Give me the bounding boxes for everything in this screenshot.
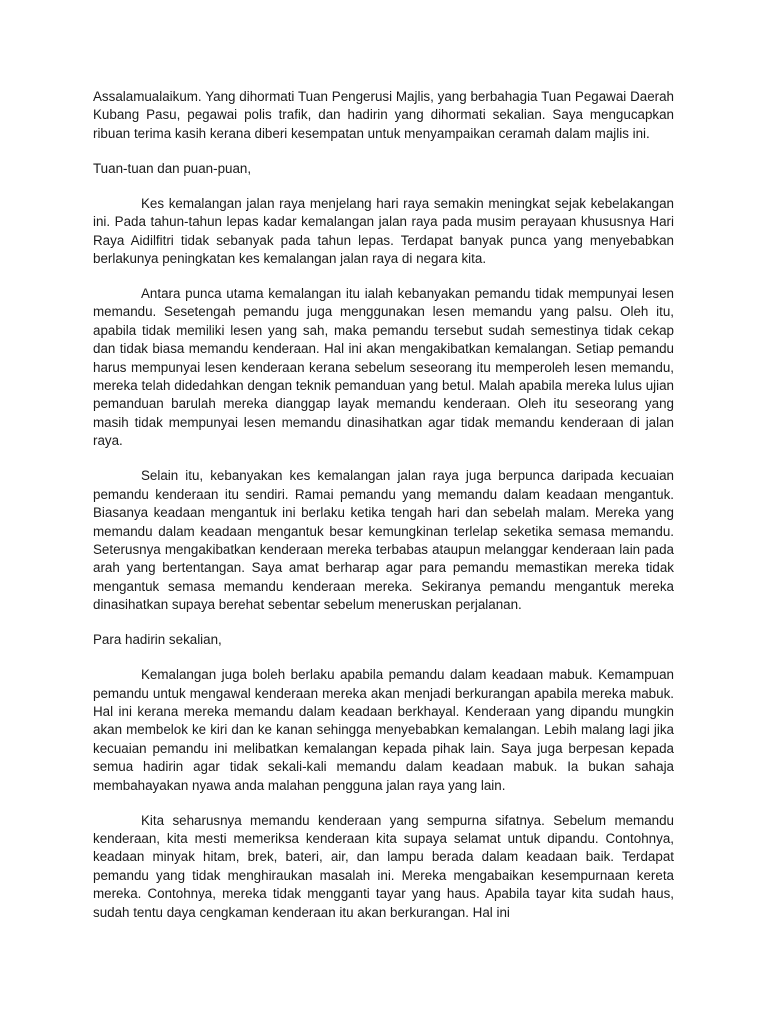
- paragraph-address-audience: Para hadirin sekalian,: [93, 632, 222, 648]
- paragraph-licence: Antara punca utama kemalangan itu ialah kebanyakan pemandu tidak mempunyai lesen memandu. Sesetengah pemandu juga menggunakan lesen memandu yang palsu. Oleh itu, apabila tidak memiliki lesen yang sah, maka pemandu tersebut sudah semestinya tidak cekap dan tidak biasa memandu kenderaan. Hal ini akan mengakibatkan kemalangan. Setiap pemandu harus mempunyai lesen kenderaan kerana sebelum seseorang itu memperoleh lesen memandu, mereka telah didedahkan dengan teknik pemanduan yang betul. Malah apabila mereka lulus ujian pemanduan barulah mereka dianggap layak memandu kenderaan. Oleh itu seseorang yang masih tidak mempunyai lesen memandu dinasihatkan agar tidak memandu kenderaan di jalan raya.: [93, 286, 674, 449]
- paragraph-drowsy-driving: Selain itu, kebanyakan kes kemalangan jalan raya juga berpunca daripada kecuaian pemandu kenderaan itu sendiri. Ramai pemandu yang memandu dalam keadaan mengantuk. Biasanya keadaan mengantuk ini berlaku ketika tengah hari dan sebelah malam. Mereka yang memandu dalam keadaan mengantuk besar kemungkinan terlelap seketika semasa memandu. Seterusnya mengakibatkan kenderaan mereka terbabas ataupun melanggar kenderaan lain pada arah yang bertentangan. Saya amat berharap agar para pemandu memastikan mereka tidak mengantuk semasa memandu kenderaan mereka. Sekiranya pemandu mengantuk mereka dinasihatkan supaya berehat sebentar sebelum meneruskan perjalanan.: [93, 468, 674, 613]
- speech-text: [93, 88, 674, 939]
- paragraph-vehicle-condition: Kita seharusnya memandu kenderaan yang sempurna sifatnya. Sebelum memandu kenderaan, kita mesti memeriksa kenderaan kita supaya selamat untuk dipandu. Contohnya, keadaan minyak hitam, brek, bateri, air, dan lampu berada dalam keadaan baik. Terdapat pemandu yang tidak menghiraukan masalah ini. Mereka mengabaikan kesempurnaan kereta mereka. Contohnya, mereka tidak mengganti tayar yang haus. Apabila tayar kita sudah haus, sudah tentu daya cengkaman kenderaan itu akan berkurangan. Hal ini: [93, 812, 674, 920]
- paragraph-drunk-driving: Kemalangan juga boleh berlaku apabila pemandu dalam keadaan mabuk. Kemampuan pemandu untuk mengawal kenderaan mereka akan menjadi berkurangan apabila mereka mabuk. Hal ini kerana mereka memandu dalam keadaan berkhayal. Kenderaan yang dipandu mungkin akan membelok ke kiri dan ke kanan sehingga menyebabkan kemalangan. Lebih malang lagi jika kecuaian pemandu ini melibatkan kemalangan kepada pihak lain. Saya juga berpesan kepada semua hadirin agar tidak sekali-kali memandu dalam keadaan mabuk. Ia bukan sahaja membahayakan nyawa anda malahan pengguna jalan raya yang lain.: [93, 667, 674, 793]
- paragraph-salutation: Tuan-tuan dan puan-puan,: [93, 160, 252, 176]
- paragraph-introduction: Kes kemalangan jalan raya menjelang hari raya semakin meningkat sejak kebelakangan ini. Pada tahun-tahun lepas kadar kemalangan jalan raya pada musim perayaan khususnya Hari Raya Aidilfitri tidak sebanyak pada tahun lepas. Terdapat banyak punca yang menyebabkan berlakunya peningkatan kes kemalangan jalan raya di negara kita.: [93, 195, 674, 267]
- paragraph-greeting: Assalamualaikum. Yang dihormati Tuan Pengerusi Majlis, yang berbahagia Tuan Pegawai Daerah Kubang Pasu, pegawai polis trafik, dan hadirin yang dihormati sekalian. Saya mengucapkan ribuan terima kasih kerana diberi kesempatan untuk menyampaikan ceramah dalam majlis ini.: [93, 89, 674, 141]
